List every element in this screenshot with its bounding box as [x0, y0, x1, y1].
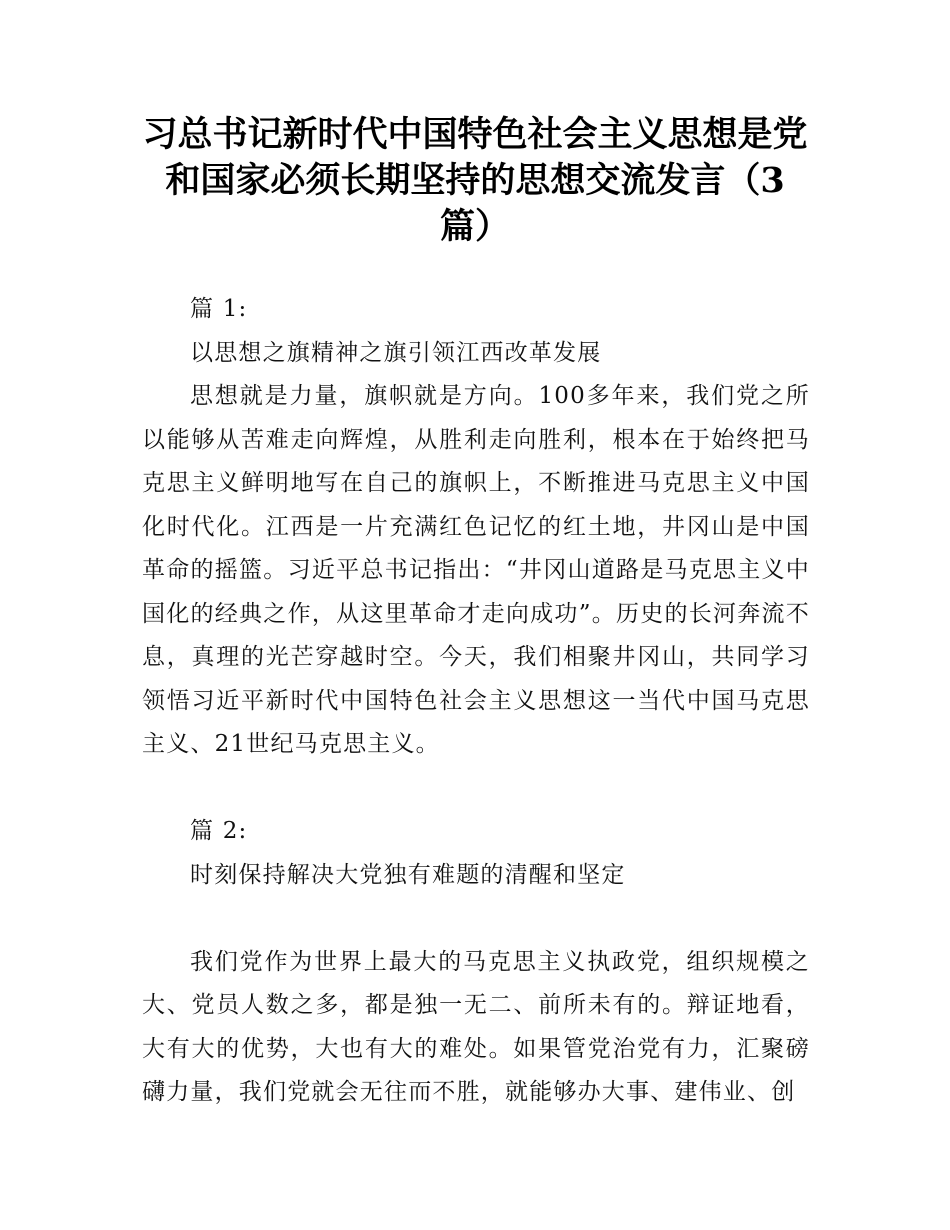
section-spacer [142, 897, 810, 941]
section-2-label: 篇 2: [190, 818, 248, 844]
section-spacer [142, 767, 810, 811]
document-title: 习总书记新时代中国特色社会主义思想是党和国家必须长期坚持的思想交流发言（3篇） [142, 114, 808, 247]
section-2-paragraph: 我们党作为世界上最大的马克思主义执政党，组织规模之大、党员人数之多，都是独一无二、前所未有的。辩证地看，大有大的优势，大也有大的难处。如果管党治党有力，汇聚磅礴力量，我们党就会无往而不胜，就能够办大事、建伟业、创 [142, 948, 810, 1105]
section-1-heading: 以思想之旗精神之旗引领江西改革发展 [190, 339, 602, 366]
document-body [142, 288, 810, 1115]
section-2-heading: 时刻保持解决大党独有难题的清醒和坚定 [190, 861, 626, 888]
section-1-paragraph: 思想就是力量，旗帜就是方向。100多年来，我们党之所以能够从苦难走向辉煌，从胜利走向胜利，根本在于始终把马克思主义鲜明地写在自己的旗帜上，不断推进马克思主义中国化时代化。江西是一片充满红色记忆的红土地，井冈山是中国革命的摇篮。习近平总书记指出：“井冈山道路是马克思主义中国化的经典之作，从这里革命才走向成功”。历史的长河奔流不息，真理的光芒穿越时空。今天，我们相聚井冈山，共同学习领悟习近平新时代中国特色社会主义思想这一当代中国马克思主义、21世纪马克思主义。 [142, 383, 810, 757]
section-1-label: 篇 1: [190, 296, 248, 322]
